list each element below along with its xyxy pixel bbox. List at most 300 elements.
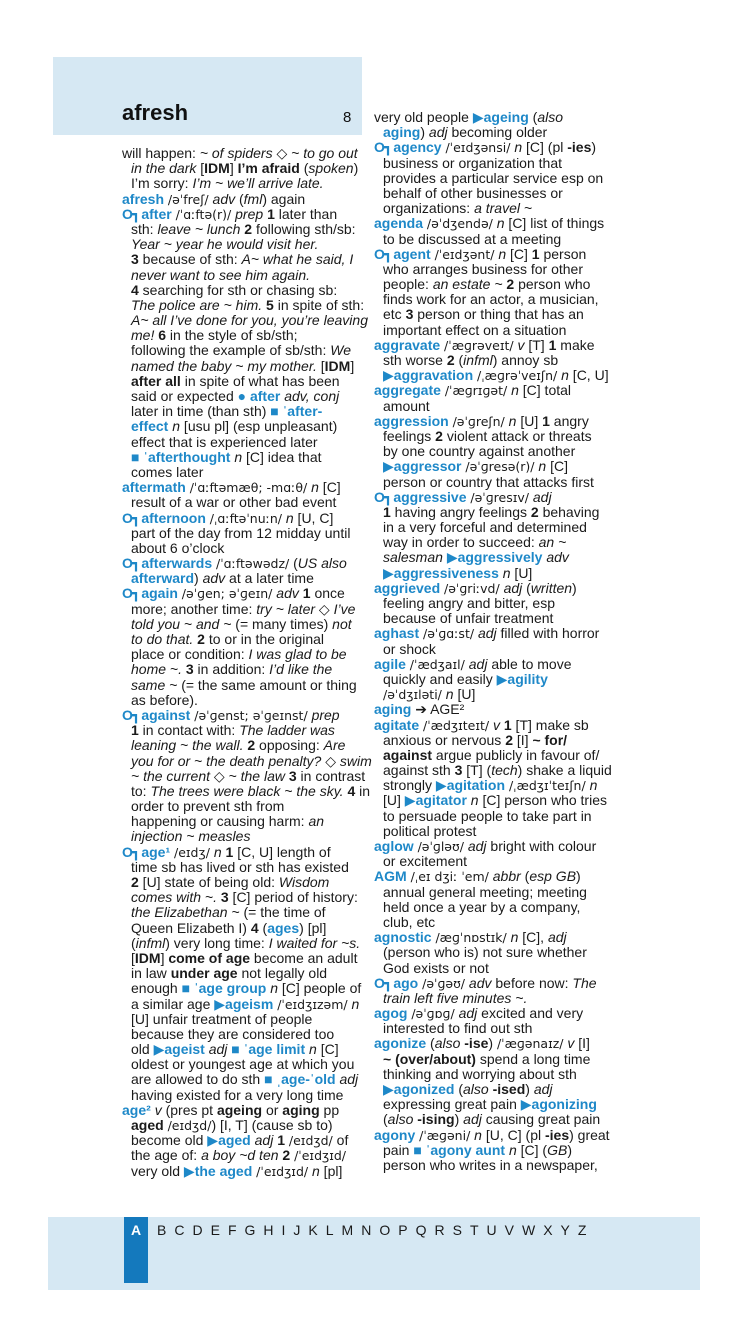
italic-text: n	[589, 777, 598, 794]
bold-text: -ise	[464, 1035, 489, 1052]
italic-text: v	[492, 716, 500, 733]
bold-text: 1	[531, 245, 540, 262]
entry-line	[374, 429, 617, 444]
phonetic: /ˈɑːftəwədz/	[216, 556, 290, 572]
text: or	[262, 1101, 283, 1118]
dictionary-entry	[374, 626, 617, 656]
key-icon: O┓	[374, 139, 392, 156]
alphabet-letter-o[interactable]: O	[379, 1222, 391, 1238]
text: ) again	[262, 190, 306, 207]
entry-line	[122, 343, 365, 358]
entry-line	[122, 192, 365, 207]
text: [U] state of being old:	[138, 874, 279, 890]
headword: ˈage group	[190, 980, 267, 997]
entry-line	[122, 782, 371, 799]
italic-text: n	[474, 1126, 482, 1143]
bold-text: under age	[170, 965, 238, 982]
italic-text: n	[508, 412, 517, 429]
headword: agent	[393, 245, 431, 262]
text: at a later time	[225, 570, 314, 587]
text: in contact with:	[138, 722, 240, 739]
italic-text: try ~ later	[256, 600, 316, 617]
entry-line	[122, 252, 365, 267]
text: ➔ AGE²	[411, 701, 465, 718]
entry-line	[122, 799, 365, 814]
entry-line	[122, 890, 365, 905]
entry-line	[374, 824, 617, 839]
alphabet-letter-t[interactable]: T	[469, 1222, 479, 1238]
headword: aggression	[374, 412, 449, 429]
entry-line	[122, 207, 365, 222]
text: ) [pl]	[299, 919, 327, 936]
entry-line	[374, 535, 617, 550]
square-bullet-icon: ■	[231, 1041, 240, 1058]
italic-text: comes with ~.	[131, 889, 217, 906]
italic-text: me!	[131, 327, 155, 344]
bold-text: I’m afraid	[237, 160, 300, 177]
bold-text: aging	[282, 1101, 320, 1118]
headword: aggravate	[374, 336, 441, 353]
headword: after	[141, 205, 172, 222]
text: sth:	[131, 220, 158, 237]
alphabet-letter-h[interactable]: H	[263, 1222, 274, 1238]
text: [C],	[518, 929, 548, 946]
text: about 6 o’clock	[131, 539, 225, 556]
italic-text: n	[508, 1141, 517, 1158]
headword: aggressor	[393, 458, 462, 475]
entry-line	[374, 110, 617, 125]
entry-line	[122, 829, 365, 844]
phonetic: /ˈæɡrəveɪt/	[444, 337, 514, 353]
italic-text: written	[530, 579, 573, 596]
entry-line	[374, 748, 617, 763]
text: in	[355, 782, 371, 799]
text: by one country against another	[383, 443, 576, 460]
dictionary-entry	[374, 414, 617, 490]
italic-text: v	[154, 1101, 162, 1118]
alphabet-letter-b[interactable]: B	[157, 1222, 167, 1238]
headword: aftermath	[122, 479, 186, 496]
text: (	[258, 919, 268, 936]
headword: agonizing	[531, 1096, 597, 1113]
text: held once a year by a company,	[383, 898, 581, 915]
alphabet-letter-g[interactable]: G	[244, 1222, 256, 1238]
italic-text: We	[330, 342, 351, 359]
dictionary-entry	[374, 839, 617, 869]
entry-line	[122, 480, 365, 495]
alphabet-letter-l[interactable]: L	[325, 1222, 334, 1238]
bold-text: ~ (over/about)	[383, 1050, 476, 1067]
entry-line	[374, 125, 617, 140]
text: )	[488, 1035, 497, 1052]
entry-line	[122, 586, 365, 601]
entry-line	[374, 961, 617, 976]
square-bullet-icon: ■	[270, 403, 279, 420]
phonetic: /ˈædʒaɪl/	[409, 656, 465, 672]
phonetic: /əˈɡləʊ/	[417, 839, 464, 854]
entry-line	[374, 778, 617, 793]
bold-text: after all	[131, 372, 181, 389]
text: pp	[319, 1101, 340, 1118]
italic-text: an estate ~	[432, 276, 503, 293]
italic-text: tech	[491, 762, 518, 779]
italic-text: named the baby ~ my mother.	[131, 357, 317, 374]
alphabet-letter-w[interactable]: W	[521, 1222, 536, 1238]
text: (= the time of	[239, 904, 326, 921]
headword: agog	[374, 1005, 408, 1022]
italic-text: abbr	[492, 868, 521, 885]
text: [C] list of things	[504, 215, 605, 232]
italic-text: I was glad to be	[248, 646, 347, 663]
text: in law	[131, 965, 171, 982]
entry-line	[374, 156, 617, 171]
text: feeling angry and bitter, esp	[383, 595, 556, 611]
headword-band	[53, 57, 362, 135]
entry-line	[374, 1021, 617, 1036]
key-icon: O┓	[122, 585, 140, 602]
entry-line	[374, 550, 617, 565]
alphabet-letter-e[interactable]: E	[210, 1222, 220, 1238]
phonetic: /əˈdʒendə/	[426, 216, 493, 232]
italic-text: adj	[428, 124, 448, 141]
dictionary-entry	[122, 511, 365, 557]
italic-text: adj	[463, 1111, 482, 1128]
dictionary-entry	[374, 1006, 617, 1036]
entry-line	[122, 222, 365, 237]
text: following sth/sb:	[252, 220, 356, 237]
text: Queen Elizabeth I)	[131, 919, 251, 936]
entry-line	[122, 389, 365, 404]
italic-text: GB	[547, 1141, 568, 1158]
text: enough	[131, 980, 182, 997]
text: of	[332, 1132, 349, 1149]
dictionary-entry	[122, 1103, 365, 1179]
entry-line	[122, 571, 365, 586]
entry-line	[122, 936, 365, 951]
entry-line	[374, 399, 617, 414]
alphabet-letter-k[interactable]: K	[308, 1222, 318, 1238]
text: ◇	[315, 600, 334, 617]
dictionary-entry	[374, 581, 617, 627]
phonetic: /ˈeɪdʒɪzəm/	[277, 996, 348, 1012]
text: sth worse	[383, 352, 447, 368]
text: become old	[131, 1132, 208, 1149]
arrow-icon: ▶	[207, 1132, 219, 1149]
alphabet-letter-z[interactable]: Z	[577, 1222, 587, 1238]
entry-line	[122, 875, 365, 890]
bold-text: 2	[505, 731, 513, 748]
italic-text: n	[351, 995, 360, 1012]
alphabet-letter-j[interactable]: J	[293, 1222, 301, 1238]
phonetic: /ˈeɪdʒɪd/	[256, 1163, 309, 1179]
italic-text: also	[434, 1035, 461, 1052]
bold-text: 1	[267, 205, 275, 222]
alphabet-letter-d[interactable]: D	[192, 1222, 203, 1238]
bold-text: 1	[548, 336, 557, 353]
entry-line	[374, 1128, 617, 1143]
text: )	[567, 1141, 572, 1158]
entry-line	[374, 140, 617, 155]
text: political protest	[383, 822, 477, 839]
text: (= the same amount or thing	[177, 676, 357, 693]
entry-line	[122, 419, 365, 434]
headword: aged	[218, 1132, 251, 1149]
entry-line	[122, 450, 365, 465]
text: [T] make sb	[511, 716, 589, 733]
entry-line	[374, 505, 617, 520]
text: strongly	[383, 777, 436, 794]
italic-text: v	[567, 1035, 575, 1052]
text: because of unfair treatment	[383, 610, 554, 627]
text: )	[525, 1081, 534, 1097]
bold-text: 1	[383, 503, 391, 520]
text: old	[131, 1041, 154, 1058]
text: [U, C] (pl	[481, 1126, 545, 1143]
alphabet-letter-i[interactable]: I	[281, 1222, 286, 1238]
text: spend a long time	[475, 1050, 591, 1067]
italic-text: injection ~ measles	[131, 828, 251, 845]
italic-text: US also	[297, 555, 347, 572]
italic-text: in the dark	[131, 160, 197, 177]
headword: the aged	[194, 1162, 253, 1179]
entry-line	[122, 237, 365, 252]
text: [I]	[512, 731, 533, 748]
italic-text: also	[463, 1081, 489, 1097]
bold-text: against	[383, 746, 433, 763]
text: [	[131, 949, 135, 966]
text: as before).	[131, 691, 198, 708]
text: )	[454, 1111, 464, 1128]
text: following the example of sb/sth:	[131, 342, 331, 359]
phonetic: /əˈfreʃ/	[167, 191, 209, 207]
italic-text: adj	[208, 1041, 228, 1058]
text: happening or causing harm:	[131, 813, 309, 830]
alphabet-letter-f[interactable]: F	[227, 1222, 237, 1238]
entry-line	[374, 475, 617, 490]
italic-text: adv	[276, 585, 299, 602]
entry-line	[374, 1052, 617, 1067]
italic-text: I’ve	[333, 600, 356, 617]
italic-text: ~ to go out	[291, 145, 358, 161]
entry-line	[374, 809, 617, 824]
entry-line	[374, 626, 617, 641]
entry-line	[122, 997, 365, 1012]
phonetic: /ˈeɪdʒɪd/	[294, 1148, 347, 1164]
text: [C] (	[516, 1141, 548, 1158]
alphabet-letter-m[interactable]: M	[341, 1222, 354, 1238]
text: )	[420, 124, 429, 141]
key-icon: O┓	[122, 706, 140, 723]
italic-text: n	[511, 382, 519, 399]
phonetic: /ˌeɪ dʒiː ˈem/	[410, 869, 489, 885]
text: God exists or not	[383, 959, 489, 976]
dictionary-entry	[122, 586, 365, 708]
entry-line	[374, 991, 617, 1006]
bold-text: IDM	[134, 949, 161, 966]
key-icon: O┓	[122, 843, 140, 860]
text: expressing great pain	[383, 1096, 521, 1113]
headword: ˈafterthought	[139, 448, 231, 465]
text: effect that is experienced later	[131, 433, 318, 450]
bold-text: 6	[158, 327, 167, 344]
headword: agitate	[374, 716, 420, 733]
headword: AGM	[374, 868, 407, 885]
square-bullet-icon: ■	[413, 1141, 422, 1158]
italic-text: A~ what he said, I	[241, 251, 354, 268]
dictionary-entry	[122, 845, 365, 1103]
entry-line	[374, 1158, 617, 1173]
entry-line	[374, 945, 617, 960]
text: very old people	[374, 109, 473, 125]
bold-text: 2	[197, 631, 205, 647]
bold-text: 2	[446, 352, 455, 368]
bold-text: 3	[405, 306, 414, 323]
arrow-icon: ▶	[214, 995, 226, 1012]
phonetic: /əˈɡreʃn/	[452, 413, 505, 429]
headword: aggressive	[393, 488, 467, 505]
entry-line	[374, 414, 617, 429]
arrow-icon: ▶	[153, 1041, 165, 1058]
square-bullet-icon: ■	[131, 448, 140, 465]
text: [U, C]	[293, 509, 334, 526]
entry-line	[374, 642, 617, 657]
text: [	[316, 357, 325, 374]
text: person who writes in a newspaper,	[383, 1156, 598, 1173]
alphabet-letter-q[interactable]: Q	[415, 1222, 427, 1238]
headword: ago	[393, 974, 419, 991]
alphabet-letter-r[interactable]: R	[434, 1222, 445, 1238]
headword: agony	[374, 1126, 416, 1143]
headword: aghast	[374, 625, 420, 642]
italic-text: ~ of spiders	[199, 145, 273, 161]
headword: agitator	[415, 792, 467, 809]
headword: ages	[267, 919, 300, 936]
italic-text: adj	[477, 625, 497, 642]
text: [C]	[318, 479, 341, 496]
entry-line	[374, 1006, 617, 1021]
alphabet-letter-y[interactable]: Y	[560, 1222, 570, 1238]
dictionary-entry	[374, 1036, 617, 1127]
arrow-icon: ▶	[383, 458, 394, 475]
text: make	[556, 336, 595, 353]
text: become an adult	[250, 949, 358, 966]
key-icon: O┓	[374, 245, 392, 262]
italic-text: n	[561, 367, 569, 384]
text: person or country that attacks first	[383, 473, 594, 490]
bold-text: -ies	[567, 139, 592, 156]
dictionary-entry	[122, 192, 365, 207]
entry-line	[122, 693, 365, 708]
text: comes later	[131, 463, 204, 480]
text: ◇	[210, 767, 229, 784]
text: ]	[160, 949, 169, 966]
entry-line	[374, 186, 617, 201]
headword: ˈafter-	[278, 403, 323, 420]
entry-line	[374, 444, 617, 459]
bold-text: come of age	[168, 949, 251, 966]
entry-line	[122, 632, 365, 647]
alphabet-letter-p[interactable]: P	[398, 1222, 408, 1238]
italic-text: spoken	[308, 160, 354, 177]
headword: aging	[383, 124, 421, 141]
text: ◇	[321, 752, 340, 769]
entry-line	[374, 171, 617, 186]
alphabet-letter-v[interactable]: V	[504, 1222, 514, 1238]
text: [C]	[546, 458, 568, 475]
headword: agonized	[393, 1081, 455, 1097]
entry-line	[374, 338, 617, 353]
italic-text: n	[309, 1041, 317, 1058]
italic-text: adj	[468, 655, 488, 672]
entry-line	[374, 596, 617, 611]
entry-line	[374, 763, 617, 778]
alphabet-letter-x[interactable]: X	[543, 1222, 553, 1238]
italic-text: adj	[533, 1081, 553, 1097]
bold-text: 2	[131, 874, 139, 890]
italic-text: not	[332, 615, 352, 632]
entry-line	[122, 465, 365, 480]
alphabet-letter-n[interactable]: N	[361, 1222, 372, 1238]
text: [C, U]	[568, 367, 609, 384]
key-icon: O┓	[122, 555, 140, 572]
alphabet-letter-s[interactable]: S	[452, 1222, 462, 1238]
italic-text: adv	[212, 190, 236, 207]
italic-text: told you ~ and ~	[131, 615, 232, 632]
text: not legally old	[237, 965, 328, 982]
bold-text: IDM	[204, 160, 230, 177]
text: [T]	[524, 336, 549, 353]
entry-line	[122, 298, 365, 313]
phonetic: /əˈɡen; əˈɡeɪn/	[181, 586, 273, 602]
text: to or in the original	[204, 631, 325, 647]
phonetic: /əˈɡɑːst/	[423, 626, 475, 642]
text: [U] unfair treatment of people	[131, 1010, 313, 1027]
entry-line	[122, 511, 365, 526]
dictionary-entry	[122, 556, 365, 586]
italic-text: adv	[202, 570, 226, 587]
text: bright with colour	[486, 838, 597, 854]
entry-line	[122, 966, 365, 981]
text: argue publicly in favour of/	[432, 746, 600, 763]
alphabet-letter-c[interactable]: C	[174, 1222, 185, 1238]
italic-text: you for or ~ the death penalty?	[131, 752, 322, 769]
dictionary-entry	[374, 1128, 617, 1174]
alphabet-letter-a[interactable]: A	[130, 1222, 142, 1238]
alphabet-letter-u[interactable]: U	[486, 1222, 497, 1238]
entry-line	[374, 1082, 617, 1097]
italic-text: n	[213, 843, 222, 860]
text: )	[572, 579, 577, 596]
arrow-icon: ▶	[404, 792, 416, 809]
text: in spite of what has been	[180, 372, 340, 389]
text: ]	[229, 160, 238, 177]
bold-text: 3	[220, 889, 229, 906]
entry-line	[374, 702, 617, 717]
dictionary-entry	[122, 146, 365, 192]
text: against sth	[383, 762, 455, 779]
entry-line	[122, 526, 365, 541]
bold-text: 2	[530, 503, 539, 520]
text: (	[522, 579, 531, 596]
bold-text: 4	[347, 782, 356, 799]
headword: agenda	[374, 215, 424, 232]
headword: ageism	[225, 995, 274, 1012]
text: anxious or nervous	[383, 731, 506, 748]
phonetic: /əˈɡresɪv/	[470, 489, 529, 505]
text: way in order to succeed:	[383, 534, 539, 551]
entry-line	[122, 981, 365, 996]
text: ) annoy sb	[492, 352, 559, 368]
